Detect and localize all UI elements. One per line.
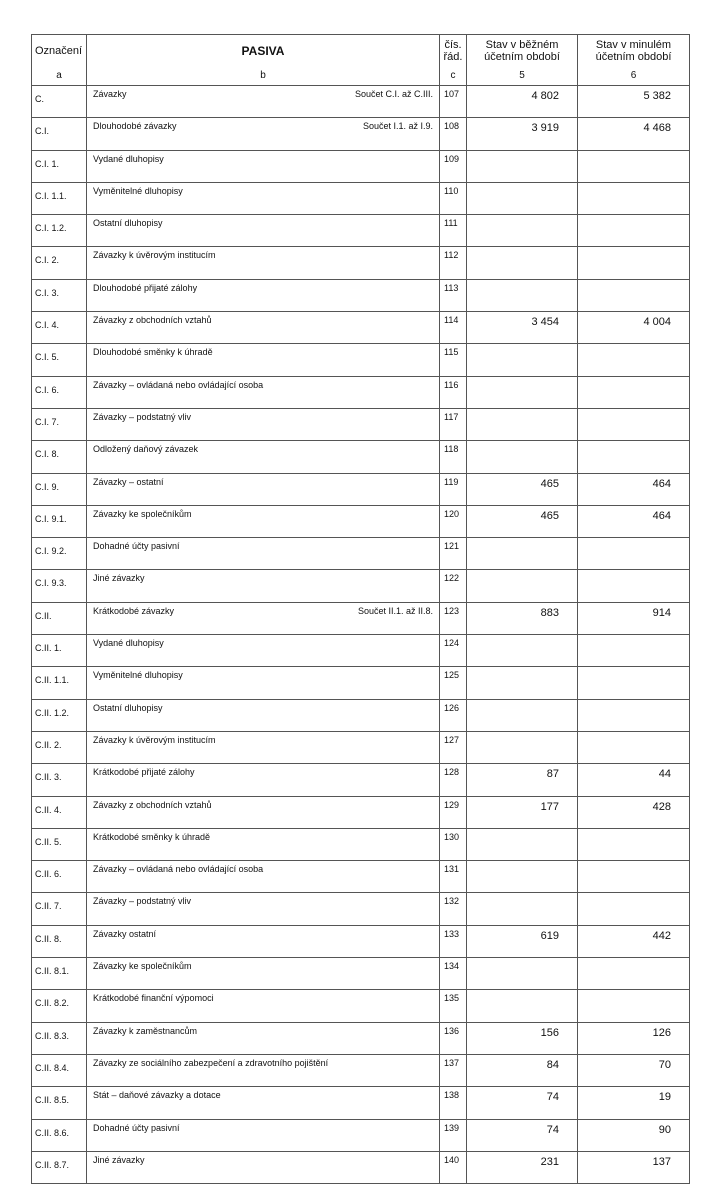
row-bezne-value: 3 919 (467, 118, 578, 150)
row-cislo: 138 (440, 1087, 467, 1119)
row-cislo: 127 (440, 731, 467, 763)
row-name-label: Dohadné účty pasivní (93, 1122, 180, 1133)
liabilities-table (31, 34, 690, 1184)
row-minule-value (578, 182, 690, 214)
row-name-label: Závazky ke společníkům (93, 508, 192, 519)
row-oznaceni: C.II. 8.1. (32, 958, 87, 990)
row-oznaceni: C.II. 1. (32, 635, 87, 667)
row-minule-value (578, 958, 690, 990)
row-cislo: 128 (440, 764, 467, 796)
table-row (32, 150, 690, 182)
row-oznaceni: C.I. 3. (32, 279, 87, 311)
row-cislo: 118 (440, 441, 467, 473)
row-name-label: Ostatní dluhopisy (93, 218, 163, 229)
row-minule-value: 137 (578, 1151, 690, 1183)
row-name (87, 667, 440, 699)
row-bezne-value (467, 344, 578, 376)
row-bezne-value: 84 (467, 1054, 578, 1086)
row-oznaceni: C.I. 4. (32, 312, 87, 344)
row-bezne-value (467, 731, 578, 763)
row-name-label: Jiné závazky (93, 573, 145, 584)
row-name (87, 247, 440, 279)
table-row (32, 699, 690, 731)
row-cislo: 137 (440, 1054, 467, 1086)
row-cislo: 110 (440, 182, 467, 214)
row-cislo: 140 (440, 1151, 467, 1183)
row-name (87, 1054, 440, 1086)
row-name-label: Závazky – ovládaná nebo ovládající osoba (93, 379, 264, 390)
row-oznaceni: C.I. 2. (32, 247, 87, 279)
row-minule-value (578, 408, 690, 440)
table-row (32, 764, 690, 796)
row-name-label: Závazky k úvěrovým institucím (93, 250, 216, 261)
row-minule-value (578, 344, 690, 376)
row-bezne-value: 465 (467, 505, 578, 537)
row-cislo: 136 (440, 1022, 467, 1054)
row-name-label: Závazky – ostatní (93, 476, 164, 487)
balance-sheet-liabilities (31, 34, 689, 1184)
row-bezne-value (467, 893, 578, 925)
row-oznaceni: C.II. 8.7. (32, 1151, 87, 1183)
row-name (87, 570, 440, 602)
row-oznaceni: C.II. 2. (32, 731, 87, 763)
row-name (87, 215, 440, 247)
header-row (32, 35, 690, 67)
row-name-label: Krátkodobé směnky k úhradě (93, 831, 211, 842)
row-minule-value (578, 699, 690, 731)
row-oznaceni: C.II. 8.4. (32, 1054, 87, 1086)
row-name-label: Krátkodobé přijaté zálohy (93, 767, 195, 778)
row-oznaceni: C.I. 7. (32, 408, 87, 440)
row-minule-value (578, 893, 690, 925)
table-row (32, 344, 690, 376)
table-row (32, 925, 690, 957)
row-minule-value (578, 376, 690, 408)
row-oznaceni: C. (32, 86, 87, 118)
row-name-label: Závazky k zaměstnancům (93, 1025, 198, 1036)
row-name-label: Závazky – ovládaná nebo ovládající osoba (93, 864, 264, 875)
table-row (32, 312, 690, 344)
table-row (32, 505, 690, 537)
row-name (87, 376, 440, 408)
row-bezne-value (467, 215, 578, 247)
table-row (32, 990, 690, 1022)
row-oznaceni: C.II. 8.2. (32, 990, 87, 1022)
row-bezne-value: 619 (467, 925, 578, 957)
table-row (32, 441, 690, 473)
row-cislo: 115 (440, 344, 467, 376)
row-bezne-value (467, 828, 578, 860)
row-minule-value: 126 (578, 1022, 690, 1054)
row-cislo: 122 (440, 570, 467, 602)
row-cislo: 124 (440, 635, 467, 667)
row-name-label: Dlouhodobé směnky k úhradě (93, 347, 213, 358)
row-name (87, 828, 440, 860)
table-row (32, 958, 690, 990)
row-name (87, 1151, 440, 1183)
row-name (87, 279, 440, 311)
row-name-label: Jiné závazky (93, 1154, 145, 1165)
row-name (87, 86, 440, 118)
table-row (32, 247, 690, 279)
sub-5: 5 (467, 66, 578, 86)
table-row (32, 602, 690, 634)
row-cislo: 109 (440, 150, 467, 182)
header-minule-line2: účetním období (595, 50, 672, 63)
row-bezne-value: 87 (467, 764, 578, 796)
row-name-label: Závazky z obchodních vztahů (93, 315, 212, 326)
row-cislo: 117 (440, 408, 467, 440)
row-cislo: 129 (440, 796, 467, 828)
row-bezne-value: 4 802 (467, 86, 578, 118)
row-oznaceni: C.I. (32, 118, 87, 150)
row-name (87, 731, 440, 763)
row-cislo: 120 (440, 505, 467, 537)
row-name (87, 925, 440, 957)
row-oznaceni: C.II. 4. (32, 796, 87, 828)
row-name-label: Závazky – podstatný vliv (93, 896, 192, 907)
row-name-label: Závazky ostatní (93, 928, 157, 939)
row-name (87, 861, 440, 893)
row-oznaceni: C.I. 9.3. (32, 570, 87, 602)
sub-6: 6 (578, 66, 690, 86)
header-pasiva: PASIVA (87, 35, 440, 67)
row-name (87, 182, 440, 214)
header-cis-line1: čís. (444, 38, 462, 51)
row-name (87, 118, 440, 150)
row-minule-value: 90 (578, 1119, 690, 1151)
table-row (32, 182, 690, 214)
row-name (87, 796, 440, 828)
row-oznaceni: C.I. 9.2. (32, 538, 87, 570)
row-name-label: Závazky ze sociálního zabezpečení a zdravotního pojištění (93, 1057, 329, 1068)
row-name (87, 441, 440, 473)
row-oznaceni: C.II. 1.2. (32, 699, 87, 731)
row-bezne-value (467, 570, 578, 602)
table-row (32, 1151, 690, 1183)
row-name-label: Vydané dluhopisy (93, 153, 164, 164)
row-name (87, 958, 440, 990)
row-minule-value (578, 635, 690, 667)
row-cislo: 116 (440, 376, 467, 408)
row-bezne-value (467, 247, 578, 279)
row-name (87, 990, 440, 1022)
row-name-label: Krátkodobé finanční výpomoci (93, 993, 214, 1004)
table-row (32, 635, 690, 667)
row-oznaceni: C.I. 1. (32, 150, 87, 182)
row-minule-value (578, 215, 690, 247)
row-name (87, 408, 440, 440)
row-name (87, 312, 440, 344)
row-sum-note: Součet C.I. až C.III. (354, 89, 433, 99)
row-name (87, 602, 440, 634)
row-name-label: Dlouhodobé závazky (93, 121, 177, 132)
row-minule-value (578, 247, 690, 279)
row-cislo: 135 (440, 990, 467, 1022)
row-oznaceni: C.II. 6. (32, 861, 87, 893)
row-name (87, 764, 440, 796)
row-bezne-value (467, 861, 578, 893)
row-oznaceni: C.II. 8.5. (32, 1087, 87, 1119)
row-bezne-value (467, 990, 578, 1022)
table-row (32, 118, 690, 150)
row-cislo: 134 (440, 958, 467, 990)
row-minule-value: 442 (578, 925, 690, 957)
row-cislo: 121 (440, 538, 467, 570)
row-oznaceni: C.II. 1.1. (32, 667, 87, 699)
row-name (87, 538, 440, 570)
row-name-label: Závazky z obchodních vztahů (93, 799, 212, 810)
row-name-label: Dohadné účty pasivní (93, 541, 180, 552)
header-bezne-line1: Stav v běžném (485, 38, 559, 51)
row-oznaceni: C.II. 8.3. (32, 1022, 87, 1054)
row-name (87, 1087, 440, 1119)
row-name-label: Vydané dluhopisy (93, 638, 164, 649)
row-bezne-value (467, 182, 578, 214)
header-minule-line1: Stav v minulém (595, 38, 672, 51)
table-row (32, 1087, 690, 1119)
row-bezne-value (467, 699, 578, 731)
row-cislo: 125 (440, 667, 467, 699)
row-cislo: 119 (440, 473, 467, 505)
table-row (32, 1022, 690, 1054)
row-name-label: Závazky (93, 89, 127, 99)
sub-b: b (87, 66, 440, 86)
header-oznaceni: Označení (32, 35, 87, 67)
row-oznaceni: C.I. 1.1. (32, 182, 87, 214)
row-cislo: 114 (440, 312, 467, 344)
table-row (32, 376, 690, 408)
row-bezne-value: 177 (467, 796, 578, 828)
header-cislo-radku (440, 35, 467, 67)
row-oznaceni: C.II. 3. (32, 764, 87, 796)
row-name-label: Ostatní dluhopisy (93, 702, 163, 713)
table-row (32, 1119, 690, 1151)
row-bezne-value (467, 376, 578, 408)
row-minule-value: 70 (578, 1054, 690, 1086)
header-subrow (32, 66, 690, 86)
table-row (32, 570, 690, 602)
row-cislo: 107 (440, 86, 467, 118)
row-name (87, 473, 440, 505)
row-minule-value (578, 441, 690, 473)
row-sum-note: Součet I.1. až I.9. (362, 121, 433, 132)
row-name-label: Vyměnitelné dluhopisy (93, 670, 183, 681)
table-row (32, 473, 690, 505)
table-body (32, 86, 690, 1184)
row-bezne-value: 3 454 (467, 312, 578, 344)
row-oznaceni: C.II. (32, 602, 87, 634)
row-oznaceni: C.I. 8. (32, 441, 87, 473)
row-minule-value (578, 667, 690, 699)
row-minule-value (578, 279, 690, 311)
row-minule-value (578, 731, 690, 763)
row-cislo: 113 (440, 279, 467, 311)
row-minule-value: 428 (578, 796, 690, 828)
row-bezne-value: 883 (467, 602, 578, 634)
row-minule-value: 914 (578, 602, 690, 634)
row-bezne-value (467, 408, 578, 440)
row-name (87, 635, 440, 667)
table-row (32, 215, 690, 247)
row-oznaceni: C.I. 9.1. (32, 505, 87, 537)
row-minule-value (578, 990, 690, 1022)
row-minule-value: 464 (578, 473, 690, 505)
table-row (32, 731, 690, 763)
table-row (32, 86, 690, 118)
row-cislo: 131 (440, 861, 467, 893)
row-bezne-value (467, 635, 578, 667)
row-cislo: 123 (440, 602, 467, 634)
row-oznaceni: C.I. 9. (32, 473, 87, 505)
table-row (32, 796, 690, 828)
row-minule-value: 4 468 (578, 118, 690, 150)
row-minule-value (578, 570, 690, 602)
row-name (87, 505, 440, 537)
row-cislo: 112 (440, 247, 467, 279)
row-name-label: Odložený daňový závazek (93, 444, 199, 455)
row-name (87, 699, 440, 731)
row-name (87, 893, 440, 925)
row-bezne-value (467, 150, 578, 182)
row-name-label: Dlouhodobé přijaté zálohy (93, 282, 198, 293)
row-cislo: 108 (440, 118, 467, 150)
row-minule-value: 5 382 (578, 86, 690, 118)
header-bezne-line2: účetním období (484, 50, 560, 63)
sub-c: c (440, 66, 467, 86)
row-minule-value: 4 004 (578, 312, 690, 344)
row-minule-value (578, 861, 690, 893)
sub-a: a (32, 66, 87, 86)
row-name-label: Stát – daňové závazky a dotace (93, 1090, 221, 1101)
row-cislo: 132 (440, 893, 467, 925)
row-bezne-value (467, 667, 578, 699)
row-oznaceni: C.II. 8. (32, 925, 87, 957)
row-name-label: Závazky – podstatný vliv (93, 411, 192, 422)
row-bezne-value (467, 441, 578, 473)
row-name-label: Krátkodobé závazky (93, 605, 175, 616)
row-name-label: Závazky ke společníkům (93, 961, 192, 972)
header-minule-obdobi (578, 35, 690, 67)
row-cislo: 126 (440, 699, 467, 731)
table-row (32, 408, 690, 440)
row-name-label: Vyměnitelné dluhopisy (93, 185, 183, 196)
table-row (32, 279, 690, 311)
row-bezne-value (467, 958, 578, 990)
header-bezne-obdobi (467, 35, 578, 67)
row-minule-value (578, 538, 690, 570)
row-bezne-value: 465 (467, 473, 578, 505)
row-cislo: 133 (440, 925, 467, 957)
row-name (87, 150, 440, 182)
table-row (32, 828, 690, 860)
row-name (87, 1119, 440, 1151)
row-oznaceni: C.II. 8.6. (32, 1119, 87, 1151)
row-minule-value (578, 828, 690, 860)
table-row (32, 861, 690, 893)
table-row (32, 667, 690, 699)
row-minule-value (578, 150, 690, 182)
row-bezne-value (467, 279, 578, 311)
table-row (32, 1054, 690, 1086)
row-cislo: 139 (440, 1119, 467, 1151)
table-row (32, 893, 690, 925)
row-bezne-value: 156 (467, 1022, 578, 1054)
row-oznaceni: C.II. 5. (32, 828, 87, 860)
row-oznaceni: C.II. 7. (32, 893, 87, 925)
row-bezne-value (467, 538, 578, 570)
row-sum-note: Součet II.1. až II.8. (357, 605, 433, 616)
header-cis-line2: řád. (443, 50, 463, 63)
row-minule-value: 19 (578, 1087, 690, 1119)
row-oznaceni: C.I. 6. (32, 376, 87, 408)
row-bezne-value: 231 (467, 1151, 578, 1183)
row-name (87, 1022, 440, 1054)
row-oznaceni: C.I. 1.2. (32, 215, 87, 247)
row-cislo: 130 (440, 828, 467, 860)
row-bezne-value: 74 (467, 1087, 578, 1119)
row-minule-value: 44 (578, 764, 690, 796)
row-minule-value: 464 (578, 505, 690, 537)
row-name-label: Závazky k úvěrovým institucím (93, 734, 216, 745)
row-name (87, 344, 440, 376)
row-oznaceni: C.I. 5. (32, 344, 87, 376)
row-bezne-value: 74 (467, 1119, 578, 1151)
row-cislo: 111 (440, 215, 467, 247)
table-row (32, 538, 690, 570)
